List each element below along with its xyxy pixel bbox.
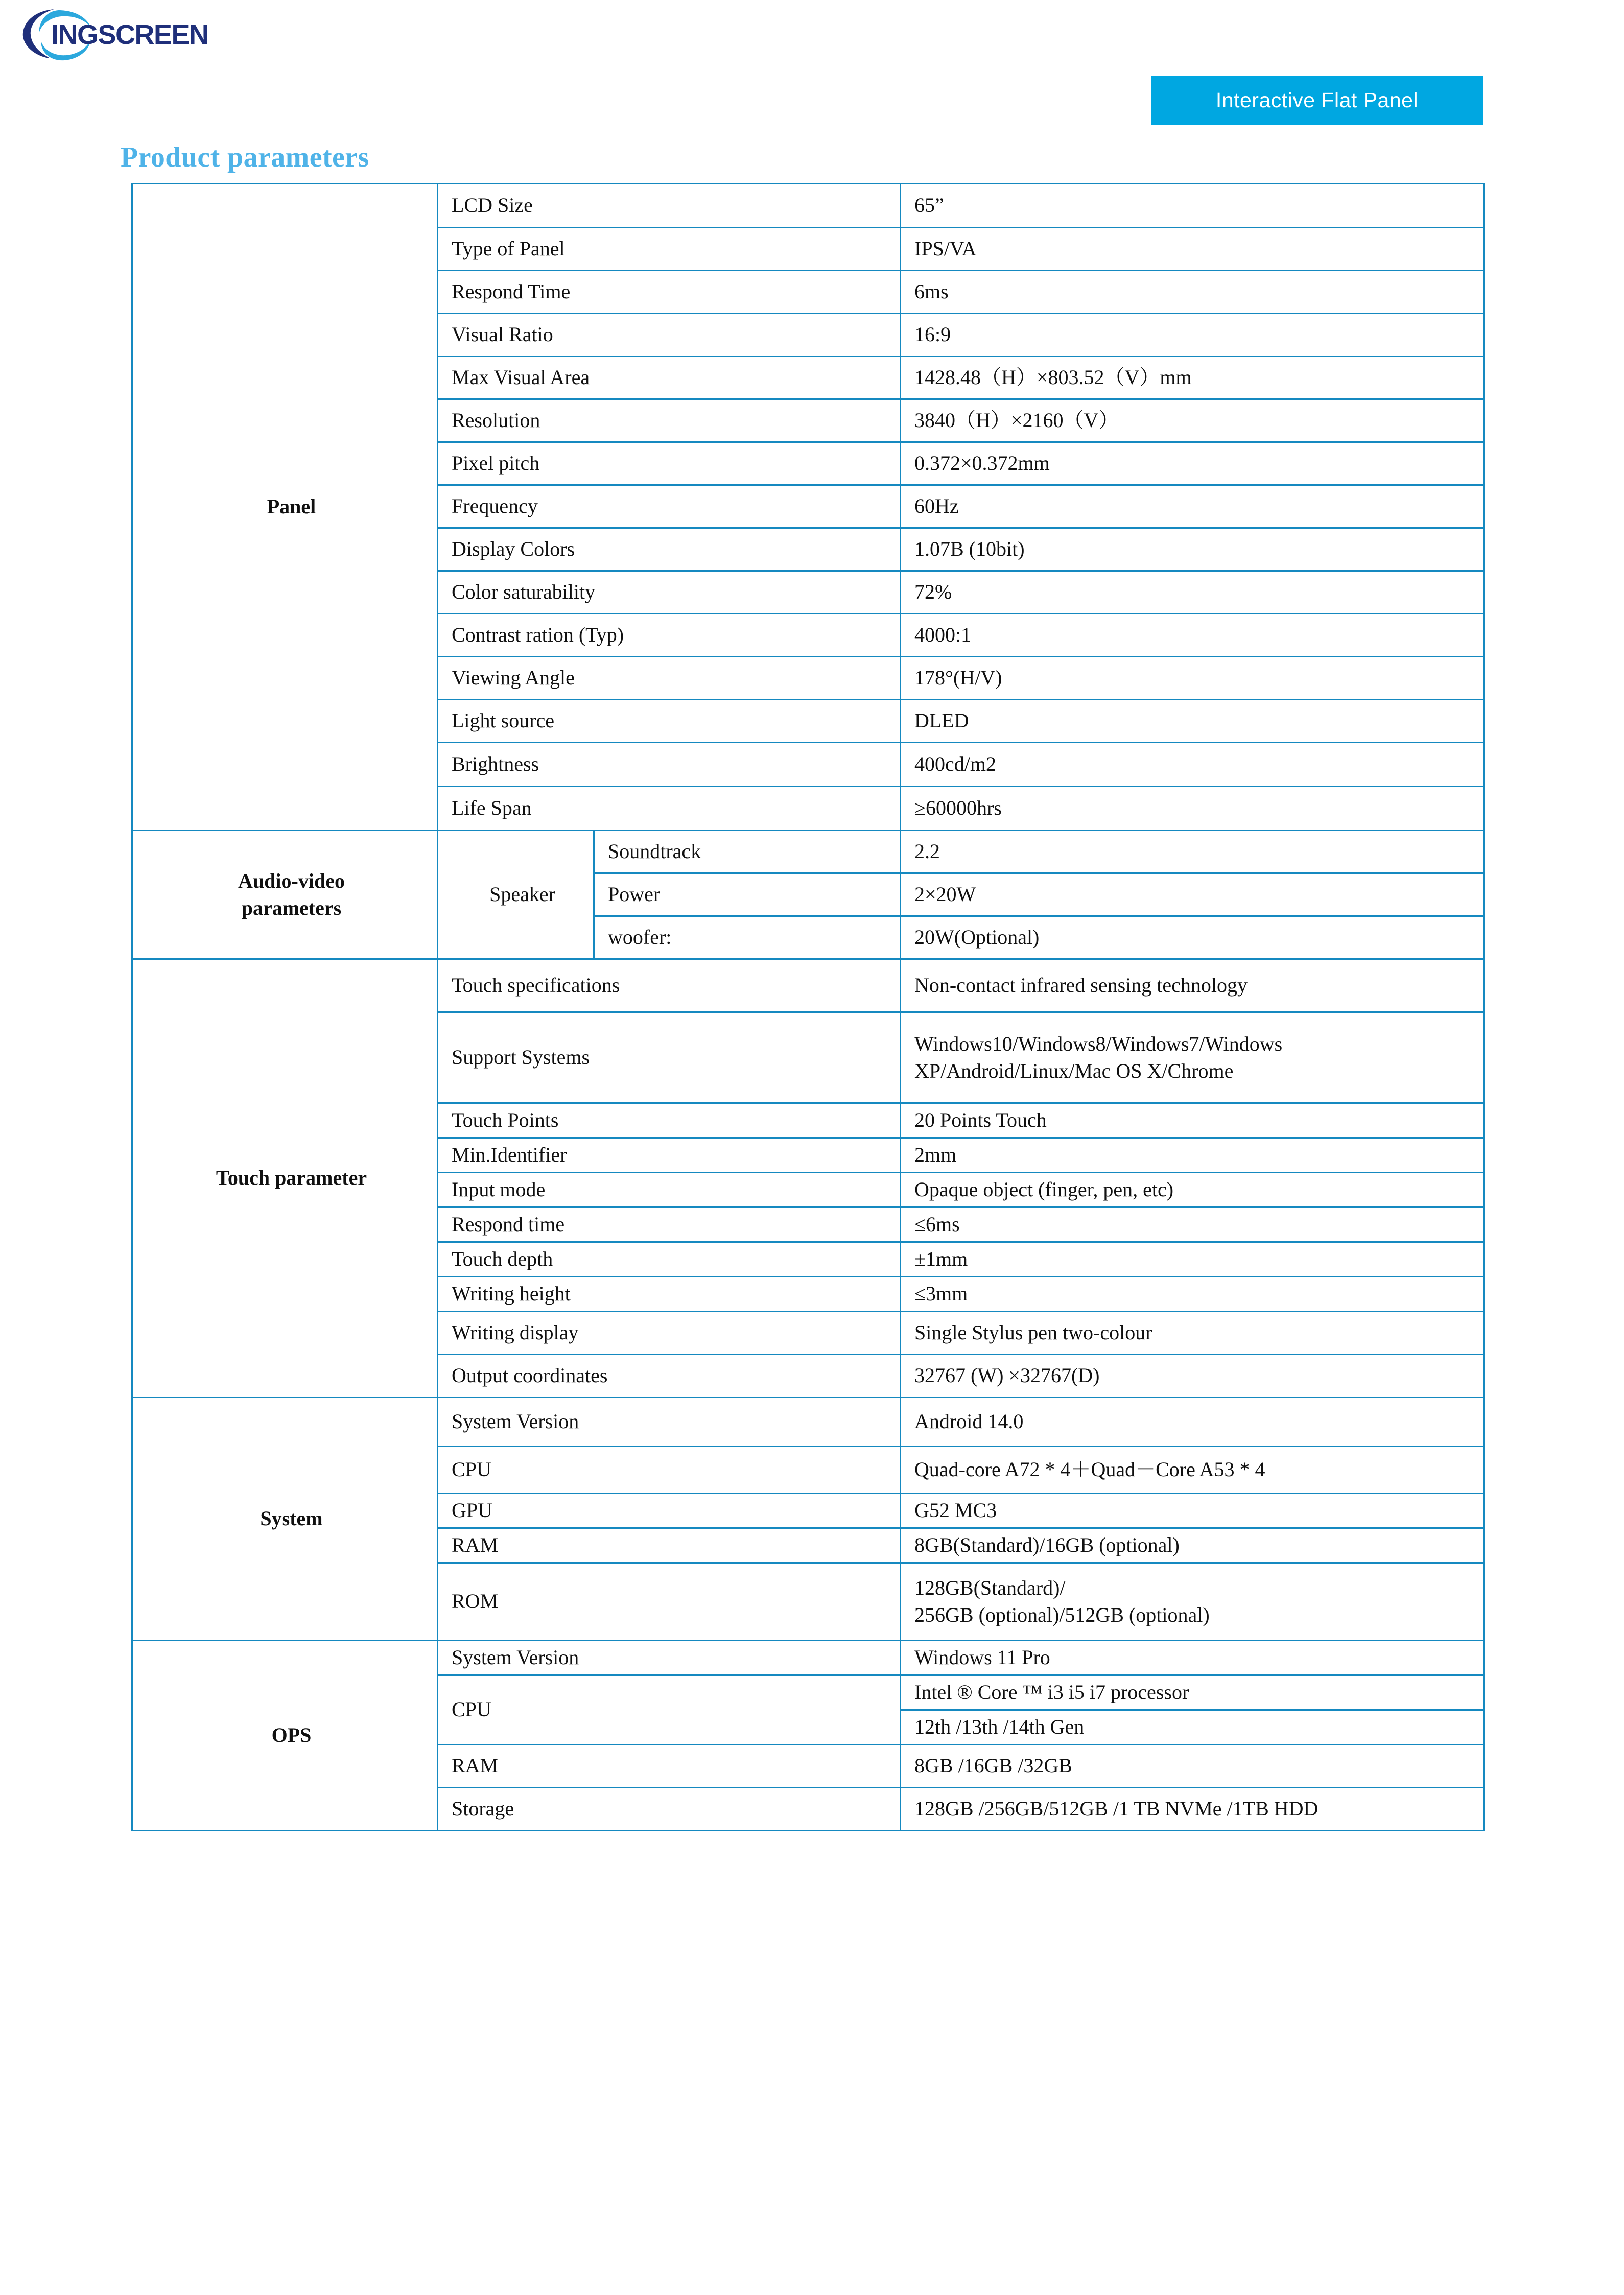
row-value: 178°(H/V) [901,657,1484,700]
row-label: Max Visual Area [438,357,901,399]
badge-row [0,76,1624,125]
row-label: LCD Size [438,184,901,228]
row-value: 1.07B (10bit) [901,528,1484,571]
row-label: System Version [438,1641,901,1675]
page-header [0,0,1624,112]
row-label: Support Systems [438,1012,901,1103]
row-label: Min.Identifier [438,1138,901,1173]
row-label: Frequency [438,485,901,528]
section-label-ops: OPS [132,1641,438,1831]
row-value: ≤6ms [901,1208,1484,1242]
row-label: Light source [438,700,901,743]
row-label: Brightness [438,743,901,787]
row-value: 2.2 [901,831,1484,873]
sub-label-speaker: Speaker [438,831,594,959]
row-label: Type of Panel [438,228,901,271]
row-label: woofer: [594,916,901,959]
table-row [132,184,1484,228]
row-label: Touch specifications [438,959,901,1012]
row-label: System Version [438,1398,901,1447]
row-value: 0.372×0.372mm [901,442,1484,485]
row-label: Display Colors [438,528,901,571]
section-label-line1: Audio-video [238,869,345,892]
row-value [901,1563,1484,1641]
row-value: 16:9 [901,314,1484,357]
row-value: 3840（H）×2160（V） [901,399,1484,442]
row-value: 2×20W [901,873,1484,916]
row-value: 1428.48（H）×803.52（V）mm [901,357,1484,399]
row-label: Storage [438,1788,901,1831]
section-label-system: System [132,1398,438,1641]
row-value: 20 Points Touch [901,1103,1484,1138]
row-value: ≤3mm [901,1277,1484,1312]
row-value: Non-contact infrared sensing technology [901,959,1484,1012]
row-label: Respond Time [438,271,901,314]
row-value: 6ms [901,271,1484,314]
section-label-line2: parameters [241,896,342,919]
row-value: 8GB(Standard)/16GB (optional) [901,1528,1484,1563]
row-value: Opaque object (finger, pen, etc) [901,1173,1484,1208]
row-value: G52 MC3 [901,1494,1484,1528]
section-label-audio-video [132,831,438,959]
row-value: Windows10/Windows8/Windows7/Windows XP/Android/Linux/Mac OS X/Chrome [901,1012,1484,1103]
row-label: Respond time [438,1208,901,1242]
row-value: IPS/VA [901,228,1484,271]
page-title: Product parameters [121,141,369,173]
row-value: 4000:1 [901,614,1484,657]
row-value: 32767 (W) ×32767(D) [901,1355,1484,1398]
row-label: Writing height [438,1277,901,1312]
row-label: Visual Ratio [438,314,901,357]
row-value: 8GB /16GB /32GB [901,1745,1484,1788]
row-label: CPU [438,1447,901,1494]
ingscreen-logo [14,3,208,64]
table-row [132,959,1484,1012]
product-parameters-table [131,183,1485,1831]
row-label: ROM [438,1563,901,1641]
row-label: GPU [438,1494,901,1528]
table-row [132,831,1484,873]
row-label: Color saturability [438,571,901,614]
row-value: Android 14.0 [901,1398,1484,1447]
row-value: Quad-core A72 * 4＋Quad－Core A53 * 4 [901,1447,1484,1494]
row-label: Power [594,873,901,916]
row-label: Pixel pitch [438,442,901,485]
table-row [132,1398,1484,1447]
row-label: RAM [438,1745,901,1788]
row-label: Viewing Angle [438,657,901,700]
row-value: ≥60000hrs [901,787,1484,831]
row-value: 20W(Optional) [901,916,1484,959]
row-value: DLED [901,700,1484,743]
row-value: 128GB /256GB/512GB /1 TB NVMe /1TB HDD [901,1788,1484,1831]
section-label-touch-parameter: Touch parameter [132,959,438,1398]
product-parameters-table-wrap [131,183,1483,1831]
row-value: 72% [901,571,1484,614]
logo-wordmark: INGSCREEN [51,19,208,50]
row-label: Contrast ration (Typ) [438,614,901,657]
row-label: RAM [438,1528,901,1563]
rom-value-line1: 128GB(Standard)/ [914,1576,1066,1599]
row-label: Writing display [438,1312,901,1355]
table-row [132,1641,1484,1675]
row-label: Touch depth [438,1242,901,1277]
row-value: 2mm [901,1138,1484,1173]
row-label: CPU [438,1675,901,1745]
row-label: Output coordinates [438,1355,901,1398]
row-label: Touch Points [438,1103,901,1138]
row-label: Resolution [438,399,901,442]
row-label: Soundtrack [594,831,901,873]
row-value: 60Hz [901,485,1484,528]
row-value: ±1mm [901,1242,1484,1277]
row-label: Input mode [438,1173,901,1208]
section-label-panel: Panel [132,184,438,831]
row-value: 12th /13th /14th Gen [901,1710,1484,1745]
rom-value-line2: 256GB (optional)/512GB (optional) [914,1603,1210,1626]
row-label: Life Span [438,787,901,831]
row-value: Intel ® Core ™ i3 i5 i7 processor [901,1675,1484,1710]
row-value: Single Stylus pen two-colour [901,1312,1484,1355]
row-value: 65” [901,184,1484,228]
row-value: Windows 11 Pro [901,1641,1484,1675]
interactive-flat-panel-badge: Interactive Flat Panel [1151,76,1483,125]
row-value: 400cd/m2 [901,743,1484,787]
